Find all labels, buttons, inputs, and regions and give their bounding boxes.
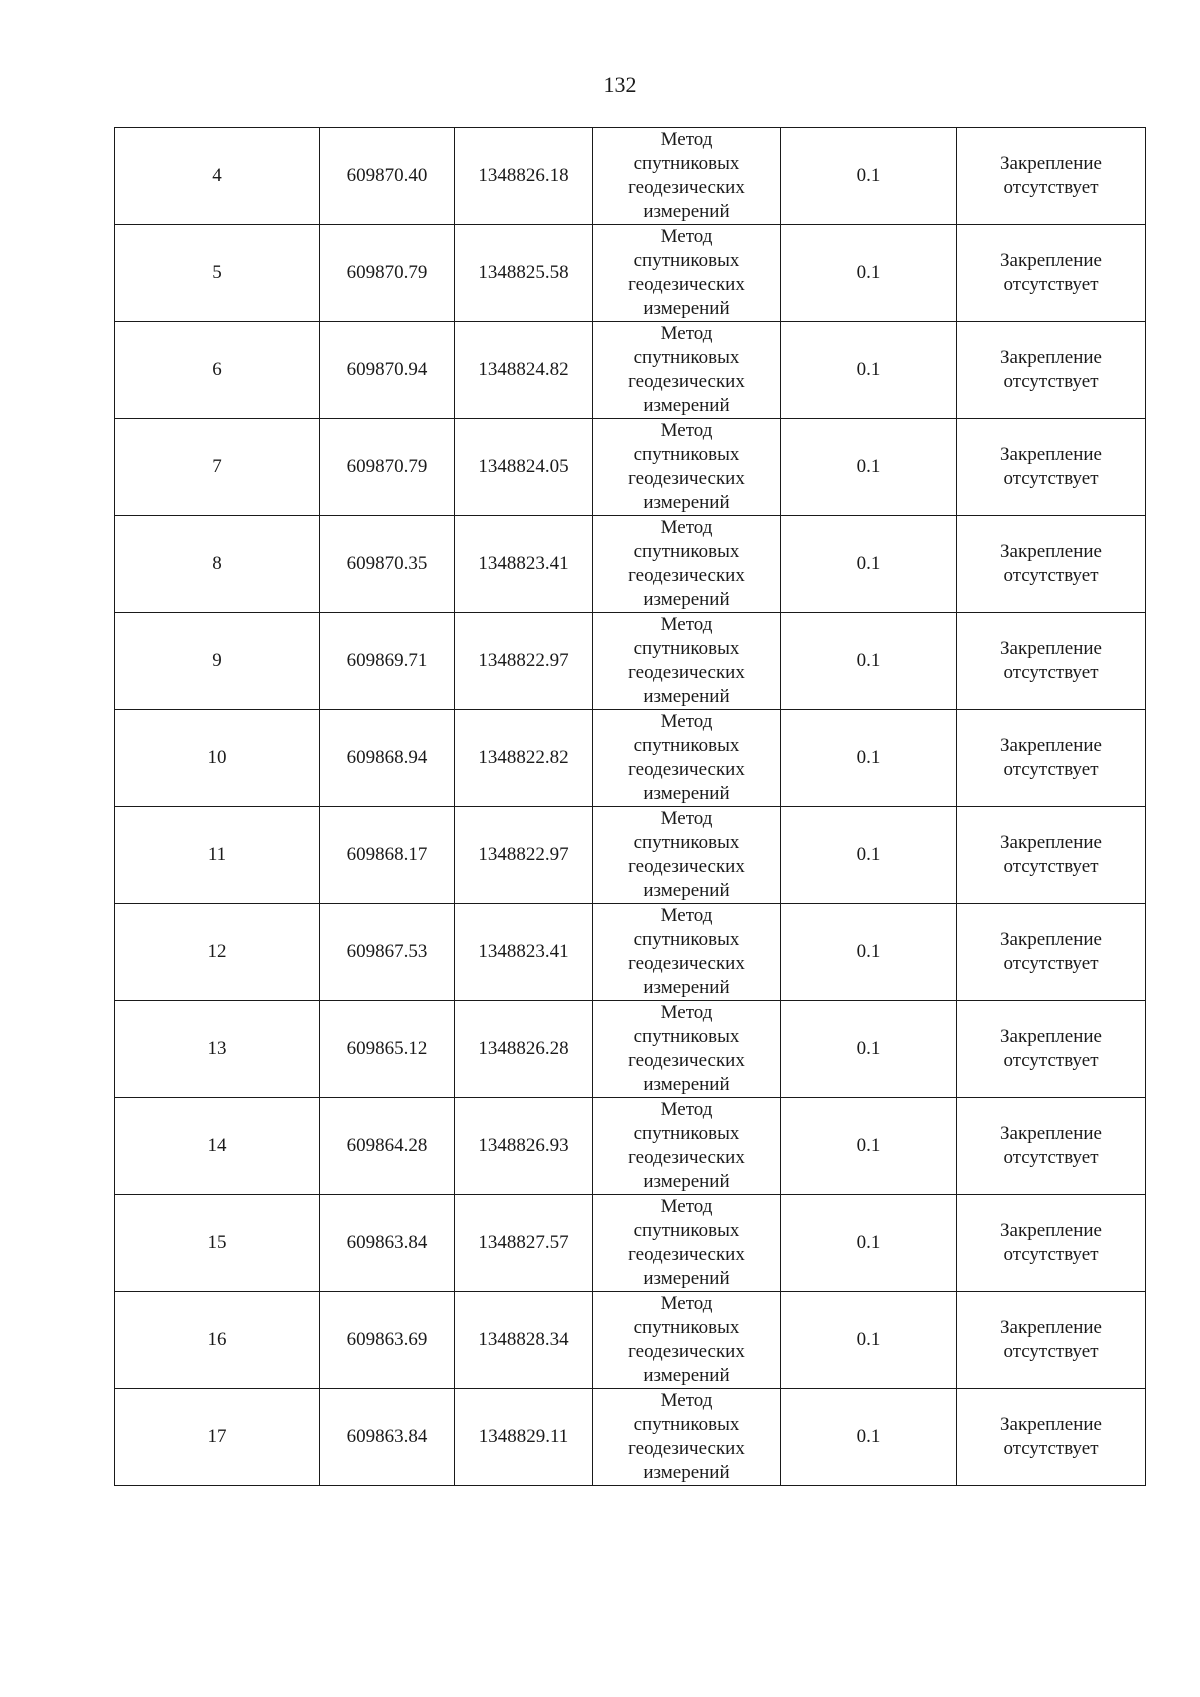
method-line: Метод bbox=[660, 420, 713, 441]
fixation-cell bbox=[957, 225, 1146, 322]
method-line: спутниковых bbox=[633, 541, 740, 562]
y-coordinate-cell: 1348827.57 bbox=[455, 1195, 593, 1292]
x-coordinate-cell: 609867.53 bbox=[320, 904, 455, 1001]
x-coordinate-cell: 609870.40 bbox=[320, 128, 455, 225]
point-number-cell: 16 bbox=[115, 1292, 320, 1389]
method-line: геодезических bbox=[628, 468, 745, 489]
method-line: спутниковых bbox=[633, 735, 740, 756]
fixation-line: отсутствует bbox=[1003, 759, 1099, 780]
fixation-line: отсутствует bbox=[1003, 1244, 1099, 1265]
table-row bbox=[115, 904, 1146, 1001]
method-line: спутниковых bbox=[633, 929, 740, 950]
fixation-line: Закрепление bbox=[1000, 347, 1102, 368]
fixation-line: Закрепление bbox=[1000, 541, 1102, 562]
method-line: геодезических bbox=[628, 953, 745, 974]
x-coordinate-cell: 609870.79 bbox=[320, 419, 455, 516]
y-coordinate-cell: 1348823.41 bbox=[455, 904, 593, 1001]
method-line: измерений bbox=[643, 1365, 730, 1386]
method-line: Метод bbox=[660, 517, 713, 538]
method-line: измерений bbox=[643, 880, 730, 901]
method-line: измерений bbox=[643, 977, 730, 998]
method-line: спутниковых bbox=[633, 153, 740, 174]
method-line: спутниковых bbox=[633, 1026, 740, 1047]
x-coordinate-cell: 609864.28 bbox=[320, 1098, 455, 1195]
method-line: Метод bbox=[660, 808, 713, 829]
method-line: Метод bbox=[660, 1196, 713, 1217]
method-line: геодезических bbox=[628, 371, 745, 392]
method-line: спутниковых bbox=[633, 1317, 740, 1338]
table-row bbox=[115, 807, 1146, 904]
fixation-line: Закрепление bbox=[1000, 1220, 1102, 1241]
fixation-line: Закрепление bbox=[1000, 638, 1102, 659]
fixation-line: отсутствует bbox=[1003, 1341, 1099, 1362]
table-row bbox=[115, 322, 1146, 419]
x-coordinate-cell: 609870.35 bbox=[320, 516, 455, 613]
accuracy-cell: 0.1 bbox=[781, 1389, 957, 1486]
method-cell bbox=[593, 1292, 781, 1389]
x-coordinate-cell: 609863.69 bbox=[320, 1292, 455, 1389]
point-number-cell: 6 bbox=[115, 322, 320, 419]
method-line: геодезических bbox=[628, 662, 745, 683]
y-coordinate-cell: 1348824.05 bbox=[455, 419, 593, 516]
method-line: геодезических bbox=[628, 856, 745, 877]
accuracy-cell: 0.1 bbox=[781, 710, 957, 807]
fixation-line: отсутствует bbox=[1003, 856, 1099, 877]
method-line: геодезических bbox=[628, 565, 745, 586]
point-number-cell: 4 bbox=[115, 128, 320, 225]
method-line: спутниковых bbox=[633, 638, 740, 659]
fixation-cell bbox=[957, 710, 1146, 807]
table-row bbox=[115, 1001, 1146, 1098]
fixation-line: Закрепление bbox=[1000, 1317, 1102, 1338]
fixation-cell bbox=[957, 128, 1146, 225]
fixation-line: отсутствует bbox=[1003, 371, 1099, 392]
accuracy-cell: 0.1 bbox=[781, 225, 957, 322]
method-line: Метод bbox=[660, 226, 713, 247]
method-line: геодезических bbox=[628, 759, 745, 780]
method-line: Метод bbox=[660, 1390, 713, 1411]
point-number-cell: 13 bbox=[115, 1001, 320, 1098]
fixation-line: отсутствует bbox=[1003, 1438, 1099, 1459]
fixation-cell bbox=[957, 1001, 1146, 1098]
fixation-line: Закрепление bbox=[1000, 1026, 1102, 1047]
method-line: геодезических bbox=[628, 1341, 745, 1362]
method-line: измерений bbox=[643, 1171, 730, 1192]
fixation-cell bbox=[957, 1098, 1146, 1195]
table-row bbox=[115, 419, 1146, 516]
method-line: спутниковых bbox=[633, 250, 740, 271]
x-coordinate-cell: 609870.94 bbox=[320, 322, 455, 419]
method-line: спутниковых bbox=[633, 832, 740, 853]
point-number-cell: 9 bbox=[115, 613, 320, 710]
table-row bbox=[115, 1389, 1146, 1486]
method-line: спутниковых bbox=[633, 1123, 740, 1144]
fixation-cell bbox=[957, 613, 1146, 710]
fixation-cell bbox=[957, 807, 1146, 904]
accuracy-cell: 0.1 bbox=[781, 419, 957, 516]
point-number-cell: 17 bbox=[115, 1389, 320, 1486]
x-coordinate-cell: 609863.84 bbox=[320, 1195, 455, 1292]
fixation-cell bbox=[957, 1292, 1146, 1389]
table-row bbox=[115, 225, 1146, 322]
y-coordinate-cell: 1348826.93 bbox=[455, 1098, 593, 1195]
method-line: измерений bbox=[643, 589, 730, 610]
fixation-line: отсутствует bbox=[1003, 468, 1099, 489]
accuracy-cell: 0.1 bbox=[781, 1098, 957, 1195]
x-coordinate-cell: 609868.94 bbox=[320, 710, 455, 807]
method-line: измерений bbox=[643, 686, 730, 707]
y-coordinate-cell: 1348826.18 bbox=[455, 128, 593, 225]
fixation-line: Закрепление bbox=[1000, 1414, 1102, 1435]
accuracy-cell: 0.1 bbox=[781, 1001, 957, 1098]
x-coordinate-cell: 609869.71 bbox=[320, 613, 455, 710]
accuracy-cell: 0.1 bbox=[781, 904, 957, 1001]
method-cell bbox=[593, 613, 781, 710]
fixation-cell bbox=[957, 419, 1146, 516]
method-cell bbox=[593, 1001, 781, 1098]
fixation-cell bbox=[957, 1195, 1146, 1292]
fixation-line: отсутствует bbox=[1003, 953, 1099, 974]
method-line: измерений bbox=[643, 298, 730, 319]
table-row bbox=[115, 613, 1146, 710]
table-row bbox=[115, 516, 1146, 613]
accuracy-cell: 0.1 bbox=[781, 128, 957, 225]
method-line: спутниковых bbox=[633, 1220, 740, 1241]
method-cell bbox=[593, 128, 781, 225]
accuracy-cell: 0.1 bbox=[781, 807, 957, 904]
fixation-line: Закрепление bbox=[1000, 929, 1102, 950]
point-number-cell: 11 bbox=[115, 807, 320, 904]
y-coordinate-cell: 1348822.82 bbox=[455, 710, 593, 807]
fixation-line: Закрепление bbox=[1000, 153, 1102, 174]
method-line: измерений bbox=[643, 1074, 730, 1095]
method-line: спутниковых bbox=[633, 1414, 740, 1435]
method-line: Метод bbox=[660, 129, 713, 150]
point-number-cell: 5 bbox=[115, 225, 320, 322]
fixation-line: Закрепление bbox=[1000, 1123, 1102, 1144]
method-line: геодезических bbox=[628, 1438, 745, 1459]
fixation-line: Закрепление bbox=[1000, 250, 1102, 271]
method-cell bbox=[593, 1098, 781, 1195]
method-cell bbox=[593, 904, 781, 1001]
point-number-cell: 15 bbox=[115, 1195, 320, 1292]
coordinates-table bbox=[114, 127, 1146, 1486]
accuracy-cell: 0.1 bbox=[781, 613, 957, 710]
fixation-line: отсутствует bbox=[1003, 1147, 1099, 1168]
method-line: спутниковых bbox=[633, 347, 740, 368]
method-line: Метод bbox=[660, 711, 713, 732]
method-line: Метод bbox=[660, 614, 713, 635]
point-number-cell: 10 bbox=[115, 710, 320, 807]
y-coordinate-cell: 1348829.11 bbox=[455, 1389, 593, 1486]
fixation-cell bbox=[957, 516, 1146, 613]
fixation-cell bbox=[957, 322, 1146, 419]
method-line: измерений bbox=[643, 783, 730, 804]
method-line: геодезических bbox=[628, 274, 745, 295]
table-row bbox=[115, 1195, 1146, 1292]
method-line: измерений bbox=[643, 1268, 730, 1289]
fixation-cell bbox=[957, 1389, 1146, 1486]
point-number-cell: 7 bbox=[115, 419, 320, 516]
fixation-line: Закрепление bbox=[1000, 735, 1102, 756]
y-coordinate-cell: 1348823.41 bbox=[455, 516, 593, 613]
y-coordinate-cell: 1348822.97 bbox=[455, 613, 593, 710]
accuracy-cell: 0.1 bbox=[781, 322, 957, 419]
method-line: геодезических bbox=[628, 177, 745, 198]
method-line: спутниковых bbox=[633, 444, 740, 465]
y-coordinate-cell: 1348828.34 bbox=[455, 1292, 593, 1389]
fixation-line: отсутствует bbox=[1003, 274, 1099, 295]
method-cell bbox=[593, 225, 781, 322]
method-line: геодезических bbox=[628, 1244, 745, 1265]
method-line: измерений bbox=[643, 395, 730, 416]
y-coordinate-cell: 1348822.97 bbox=[455, 807, 593, 904]
y-coordinate-cell: 1348826.28 bbox=[455, 1001, 593, 1098]
method-line: Метод bbox=[660, 323, 713, 344]
page-number: 132 bbox=[603, 72, 637, 97]
method-cell bbox=[593, 710, 781, 807]
method-line: измерений bbox=[643, 201, 730, 222]
point-number-cell: 8 bbox=[115, 516, 320, 613]
method-line: Метод bbox=[660, 905, 713, 926]
method-line: измерений bbox=[643, 1462, 730, 1483]
y-coordinate-cell: 1348824.82 bbox=[455, 322, 593, 419]
x-coordinate-cell: 609863.84 bbox=[320, 1389, 455, 1486]
x-coordinate-cell: 609865.12 bbox=[320, 1001, 455, 1098]
accuracy-cell: 0.1 bbox=[781, 1195, 957, 1292]
method-cell bbox=[593, 419, 781, 516]
method-cell bbox=[593, 516, 781, 613]
x-coordinate-cell: 609870.79 bbox=[320, 225, 455, 322]
table-row bbox=[115, 1098, 1146, 1195]
fixation-line: отсутствует bbox=[1003, 662, 1099, 683]
table-row bbox=[115, 710, 1146, 807]
method-line: измерений bbox=[643, 492, 730, 513]
fixation-line: отсутствует bbox=[1003, 1050, 1099, 1071]
method-line: геодезических bbox=[628, 1147, 745, 1168]
fixation-line: Закрепление bbox=[1000, 832, 1102, 853]
point-number-cell: 14 bbox=[115, 1098, 320, 1195]
accuracy-cell: 0.1 bbox=[781, 516, 957, 613]
fixation-line: Закрепление bbox=[1000, 444, 1102, 465]
fixation-line: отсутствует bbox=[1003, 177, 1099, 198]
method-cell bbox=[593, 807, 781, 904]
table-row bbox=[115, 128, 1146, 225]
method-line: Метод bbox=[660, 1293, 713, 1314]
x-coordinate-cell: 609868.17 bbox=[320, 807, 455, 904]
point-number-cell: 12 bbox=[115, 904, 320, 1001]
coordinates-table-body bbox=[115, 128, 1146, 1486]
accuracy-cell: 0.1 bbox=[781, 1292, 957, 1389]
method-cell bbox=[593, 322, 781, 419]
table-row bbox=[115, 1292, 1146, 1389]
method-cell bbox=[593, 1195, 781, 1292]
fixation-cell bbox=[957, 904, 1146, 1001]
method-line: геодезических bbox=[628, 1050, 745, 1071]
fixation-line: отсутствует bbox=[1003, 565, 1099, 586]
method-line: Метод bbox=[660, 1002, 713, 1023]
method-cell bbox=[593, 1389, 781, 1486]
method-line: Метод bbox=[660, 1099, 713, 1120]
y-coordinate-cell: 1348825.58 bbox=[455, 225, 593, 322]
